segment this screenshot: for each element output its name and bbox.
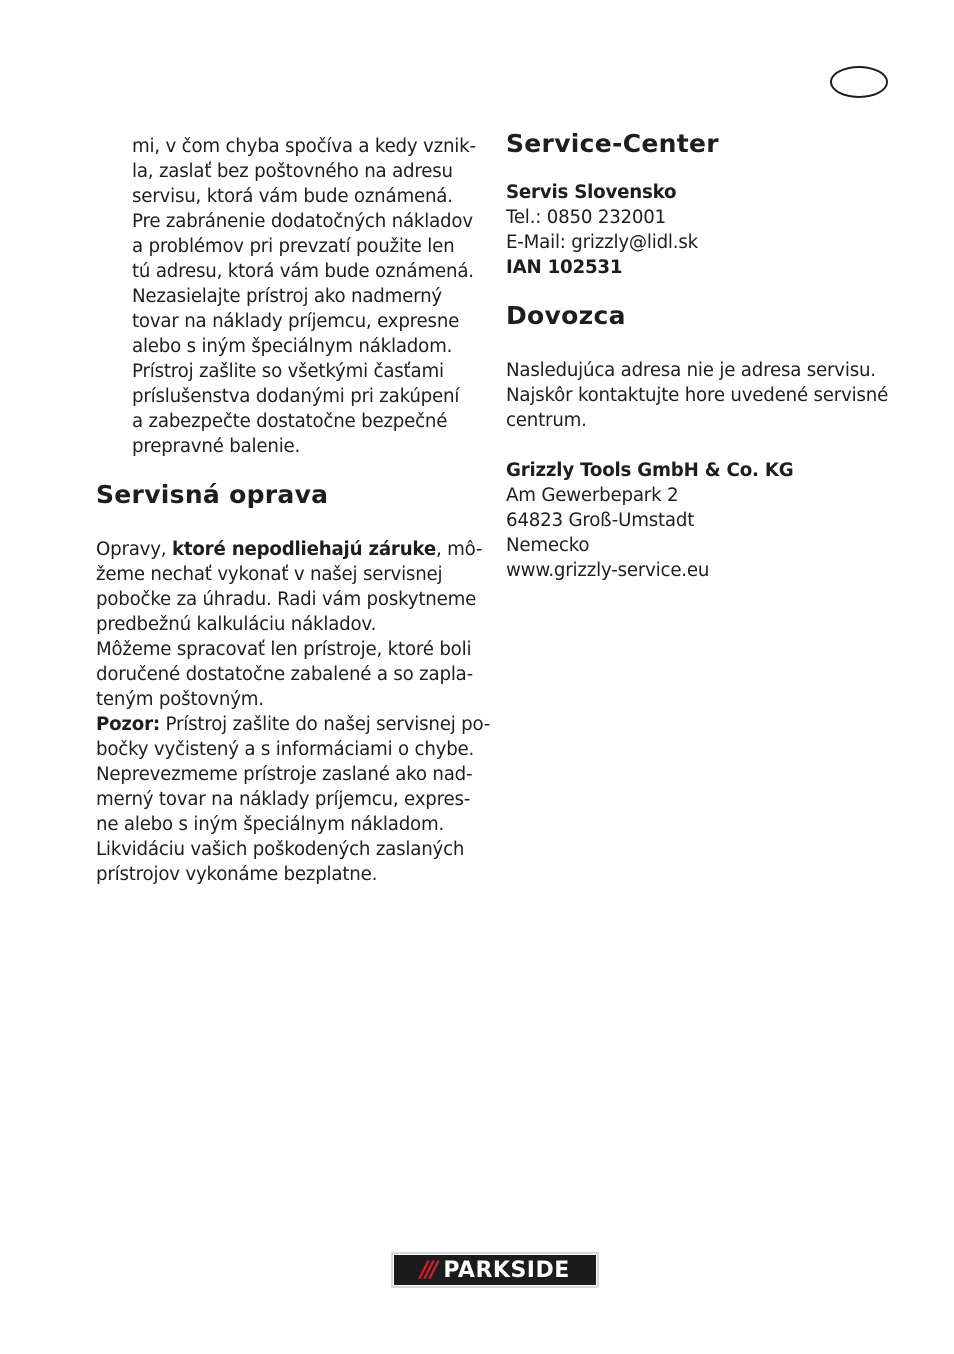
text-line (96, 537, 482, 562)
importer-company: Grizzly Tools GmbH & Co. KG (506, 460, 794, 481)
text-line: la, zaslať bez poštovného na adresu (132, 161, 453, 182)
text-run: Opravy, (96, 539, 172, 560)
text-line: doručené dostatočne zabalené a so zapla- (96, 664, 473, 685)
text-line: Neprevezmeme prístroje zaslané ako nad- (96, 764, 473, 785)
text-line: predbežnú kalkuláciu nákladov. (96, 614, 377, 635)
repair-heading: Servisná oprava (96, 480, 329, 509)
importer-address (506, 458, 898, 583)
text-line: a zabezpečte dostatočne bezpečné (132, 411, 448, 432)
service-center-heading: Service-Center (506, 129, 719, 158)
text-line: prístrojov vykonáme bezplatne. (96, 864, 378, 885)
text-line (96, 712, 491, 737)
parkside-logo (391, 1252, 599, 1288)
service-name: Servis Slovensko (506, 182, 677, 203)
text-line: Pre zabránenie dodatočných nákladov (132, 211, 473, 232)
importer-note (506, 358, 898, 433)
emphasis-text: ktoré nepodliehajú záruke (171, 539, 436, 560)
logo-slashes: /// (420, 1257, 436, 1283)
text-line: merný tovar na náklady príjemcu, expres- (96, 789, 471, 810)
address-line: Am Gewerbepark 2 (506, 485, 679, 506)
right-column (506, 128, 898, 583)
address-line: 64823 Groß-Umstadt (506, 510, 695, 531)
text-run: , mô- (435, 539, 483, 560)
text-line: ne alebo s iným špeciálnym nákladom. (96, 814, 445, 835)
text-line: bočky vyčistený a s informáciami o chybe. (96, 739, 475, 760)
text-line: Likvidáciu vašich poškodených zaslaných (96, 839, 465, 860)
text-line: Nezasielajte prístroj ako nadmerný (132, 286, 442, 307)
service-center-block (506, 180, 898, 280)
intro-paragraph (96, 134, 482, 459)
text-line: pobočke za úhradu. Radi vám poskytneme (96, 589, 477, 610)
text-line: a problémov pri prevzatí použite len (132, 236, 455, 257)
text-line: centrum. (506, 410, 587, 431)
text-line: Najskôr kontaktujte hore uvedené servisné (506, 385, 889, 406)
text-line: tovar na náklady príjemcu, expresne (132, 311, 460, 332)
repair-paragraph (96, 537, 491, 887)
text-line: alebo s iným špeciálnym nákladom. (132, 336, 453, 357)
text-line: tú adresu, ktorá vám bude oznámená. (132, 261, 474, 282)
text-run: Prístroj zašlite do našej servisnej po- (159, 714, 491, 735)
text-line: príslušenstva dodanými pri zakúpení (132, 386, 460, 407)
service-ian: IAN 102531 (506, 257, 623, 278)
language-badge (830, 66, 888, 98)
importer-heading: Dovozca (506, 301, 626, 330)
logo-plate (393, 1254, 597, 1286)
logo-brand-text: PARKSIDE (443, 1257, 570, 1283)
service-phone: Tel.: 0850 232001 (506, 207, 667, 228)
text-line: žeme nechať vykonať v našej servisnej (96, 564, 443, 585)
text-line: mi, v čom chyba spočíva a kedy vznik- (132, 136, 476, 157)
address-line: Nemecko (506, 535, 590, 556)
text-line: Môžeme spracovať len prístroje, ktoré boli (96, 639, 472, 660)
address-line: www.grizzly-service.eu (506, 560, 710, 581)
text-line: prepravné balenie. (132, 436, 301, 457)
attention-label: Pozor: (96, 714, 160, 735)
text-line: Nasledujúca adresa nie je adresa servisu. (506, 360, 876, 381)
text-line: teným poštovným. (96, 689, 264, 710)
text-line: servisu, ktorá vám bude oznámená. (132, 186, 453, 207)
service-email: E-Mail: grizzly@lidl.sk (506, 232, 698, 253)
left-column (96, 134, 491, 887)
text-line: Prístroj zašlite so všetkými časťami (132, 361, 444, 382)
